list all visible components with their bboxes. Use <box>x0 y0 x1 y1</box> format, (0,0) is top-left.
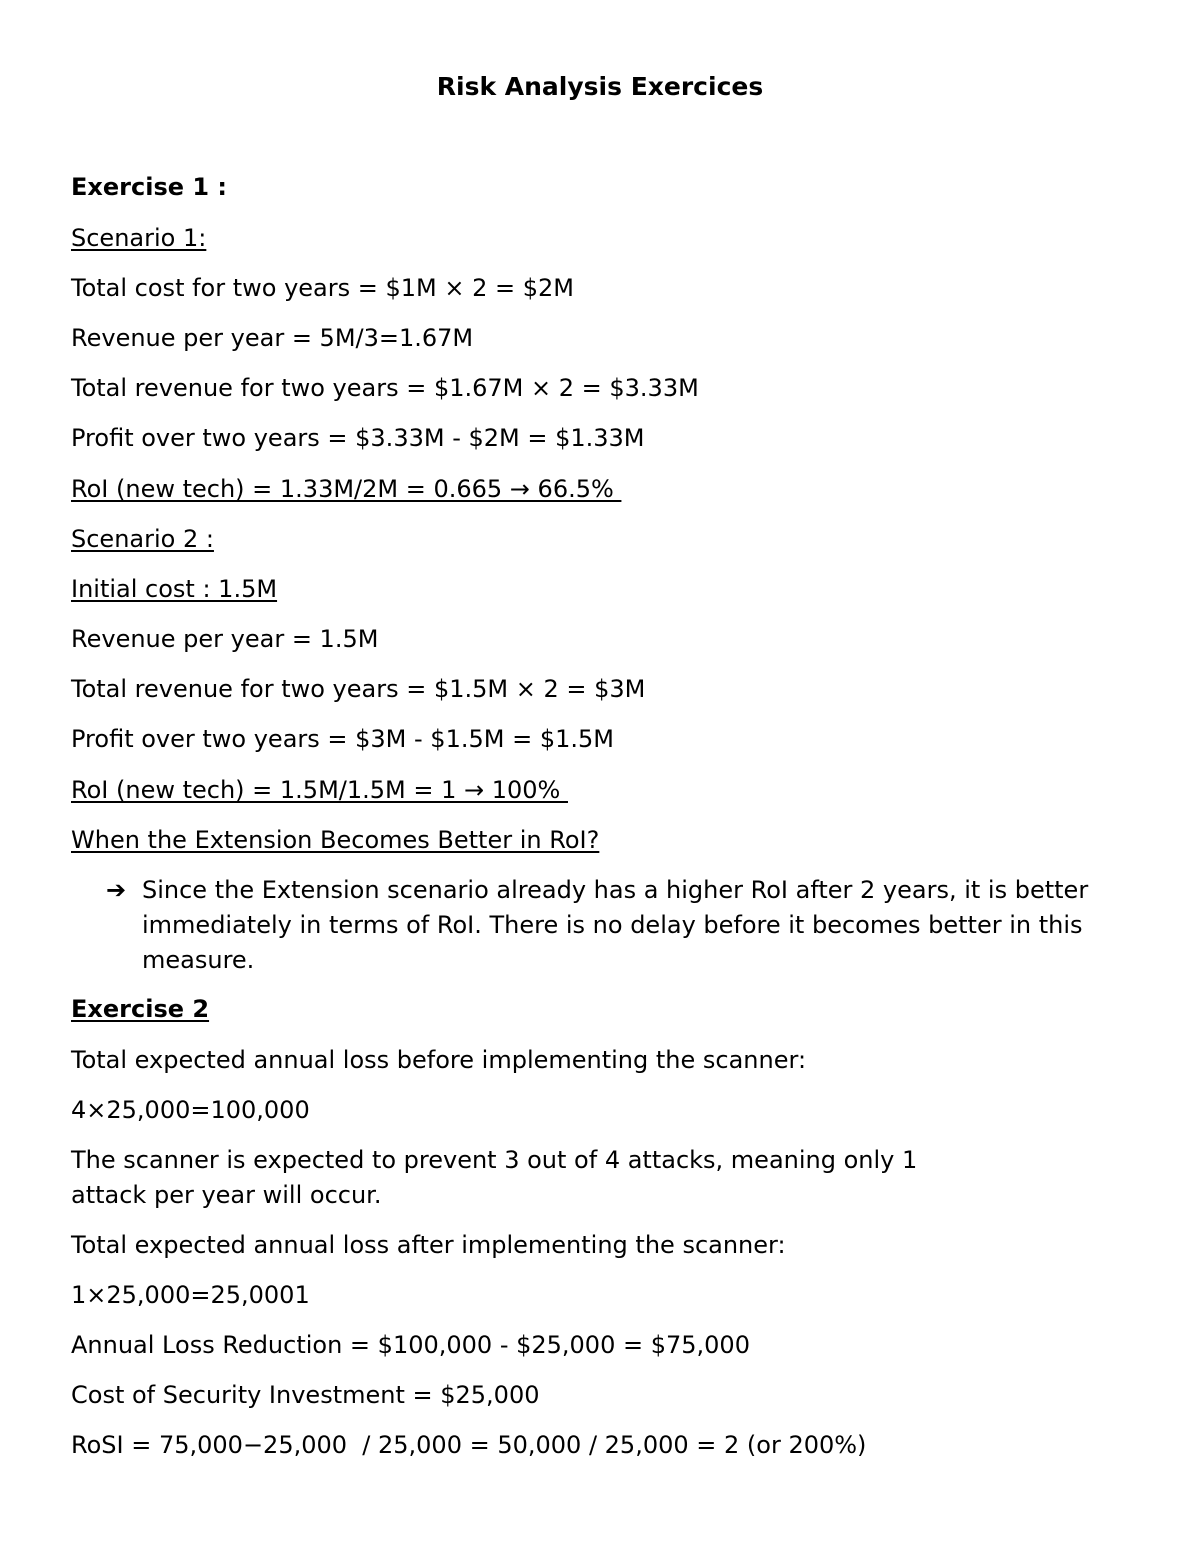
scenario-2-initial-cost: Initial cost : 1.5M <box>71 575 278 603</box>
exercise-2-line: Annual Loss Reduction = $100,000 - $25,000 = $75,000 <box>71 1331 750 1359</box>
scenario-1-line: Total cost for two years = $1M × 2 = $2M <box>71 274 574 302</box>
exercise-1-heading: Exercise 1 : <box>71 173 228 201</box>
answer-text: Since the Extension scenario already has a higher RoI after 2 years, it is better immediately in terms of RoI. There is no delay before it becomes better in this measure. <box>142 876 1089 974</box>
scenario-2-heading: Scenario 2 : <box>71 525 214 553</box>
scenario-1-line: Profit over two years = $3.33M - $2M = $1.33M <box>71 424 645 452</box>
exercise-2-line: 4×25,000=100,000 <box>71 1096 310 1124</box>
scenario-2-line: Revenue per year = 1.5M <box>71 625 379 653</box>
answer-bullet <box>106 873 1116 978</box>
scenario-2-roi: RoI (new tech) = 1.5M/1.5M = 1 → 100% <box>71 776 568 804</box>
scenario-1-heading: Scenario 1: <box>71 224 207 252</box>
scenario-2-line: Total revenue for two years = $1.5M × 2 = $3M <box>71 675 646 703</box>
exercise-2-line: RoSI = 75,000−25,000 / 25,000 = 50,000 / 25,000 = 2 (or 200%) <box>71 1431 867 1459</box>
exercise-2-heading: Exercise 2 <box>71 995 210 1023</box>
scenario-2-line: Profit over two years = $3M - $1.5M = $1.5M <box>71 725 614 753</box>
exercise-2-line: attack per year will occur. <box>71 1181 382 1209</box>
scenario-1-line: Revenue per year = 5M/3=1.67M <box>71 324 474 352</box>
exercise-2-line: The scanner is expected to prevent 3 out of 4 attacks, meaning only 1 <box>71 1146 918 1174</box>
exercise-2-line: Total expected annual loss after implementing the scanner: <box>71 1231 786 1259</box>
exercise-2-line: Total expected annual loss before implementing the scanner: <box>71 1046 807 1074</box>
exercise-2-line: Cost of Security Investment = $25,000 <box>71 1381 540 1409</box>
scenario-1-roi: RoI (new tech) = 1.33M/2M = 0.665 → 66.5% <box>71 475 622 503</box>
arrow-bullet-icon: ➔ <box>106 876 127 904</box>
document-title: Risk Analysis Exercices <box>436 72 764 101</box>
exercise-2-line: 1×25,000=25,0001 <box>71 1281 310 1309</box>
scenario-1-line: Total revenue for two years = $1.67M × 2 = $3.33M <box>71 374 699 402</box>
question-heading: When the Extension Becomes Better in RoI? <box>71 826 600 854</box>
